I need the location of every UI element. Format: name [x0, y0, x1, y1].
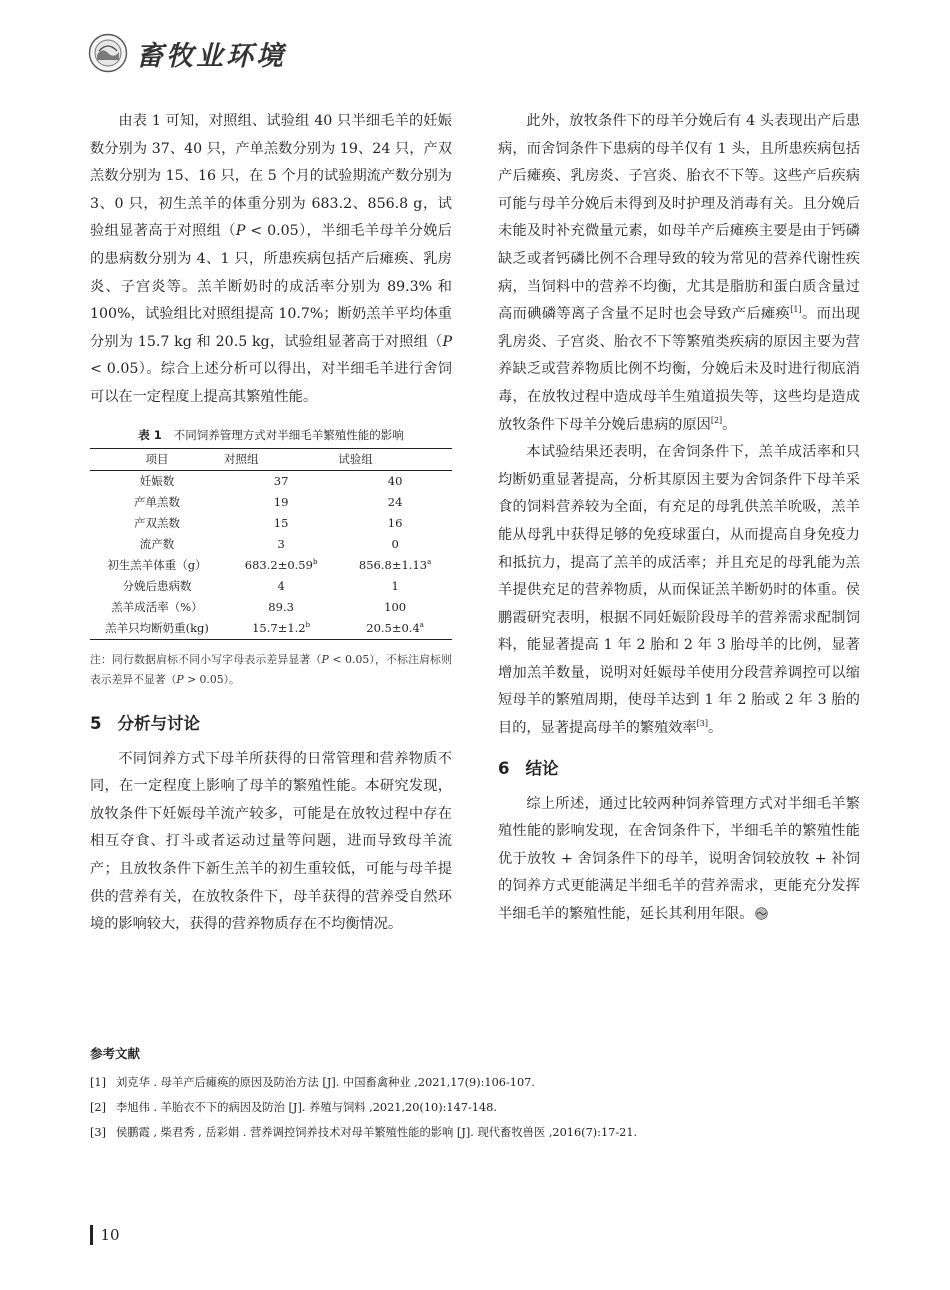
discussion-paragraph-1: 此外，放牧条件下的母羊分娩后有 4 头表现出产后患病，而舍饲条件下患病的母羊仅有 1 头，且所患疾病包括产后瘫痪、乳房炎、子宫炎、胎衣不下等。这些产后疾病可能与母羊分娩后未得到及时护理及消毒有关。且分娩后未能及时补充微量元素，如母羊产后瘫痪主要是由于钙磷缺乏或者钙磷比例不合理导致的较为常见的营养代谢性疾病，当饲料中的营养不均衡，尤其是脂肪和蛋白质含量过高而碘磷等离子含量不足时也会导致产后瘫痪[1]。而出现乳房炎、子宫炎、胎衣不下等繁殖类疾病的原因主要为营养缺乏或营养物质比例不均衡，分娩后未及时进行彻底消毒，在放牧过程中造成母羊生殖道损失等，这些均是造成放牧条件下母羊分娩后患病的原因[2]。	[498, 113, 860, 433]
reference-text: 侯鹏霞 , 柴君秀 , 岳彩娟 . 营养调控饲养技术对母羊繁殖性能的影响 [J]. 现代畜牧兽医 ,2016(7):17-21.	[116, 1126, 638, 1139]
conclusion-text: 综上所述，通过比较两种饲养管理方式对半细毛羊繁殖性能的影响发现，在舍饲条件下，半细毛羊的繁殖性能优于放牧 + 舍饲条件下的母羊，说明舍饲较放牧 + 补饲的饲养方式更能满足半细毛羊的营养需求，更能充分发挥半细毛羊的繁殖性能，延长其利用年限。	[498, 795, 860, 923]
section-number: 5	[90, 713, 102, 733]
table-cell: 分娩后患病数	[122, 578, 192, 593]
table-cell: 40	[387, 473, 403, 488]
footer-bar	[90, 1225, 93, 1245]
section-6-heading	[498, 757, 860, 781]
data-table	[90, 448, 452, 640]
table-cell: 羔羊只均断奶重(kg)	[90, 618, 224, 640]
section-title: 分析与讨论	[117, 713, 200, 733]
reference-text: 刘克华 . 母羊产后瘫痪的原因及防治方法 [J]. 中国畜禽种业 ,2021,17(9):106-107.	[116, 1076, 535, 1089]
table-cell: 856.8±1.13$^a$	[358, 557, 432, 572]
table-cell: 0	[391, 536, 399, 551]
right-column	[498, 108, 860, 929]
page-number: 10	[100, 1226, 120, 1244]
table-row	[90, 555, 452, 576]
section-title: 结论	[525, 758, 559, 778]
left-column	[90, 108, 452, 939]
table-cell: 3	[277, 536, 285, 551]
table-header-row	[90, 448, 452, 470]
reference-index: [1]	[90, 1076, 107, 1089]
table-cell: 1	[391, 578, 399, 593]
table-cell: 流产数	[139, 536, 175, 551]
section-number: 6	[498, 758, 510, 778]
table-label: 表 1	[138, 427, 162, 442]
table-cell: 妊娠数	[139, 473, 175, 488]
reference-item	[90, 1095, 860, 1120]
table-cell: 16	[387, 515, 403, 530]
table-cell: 89.3	[268, 599, 294, 614]
table-cell: 683.2±0.59$^b$	[244, 557, 318, 572]
references-list	[90, 1070, 860, 1145]
table-row	[90, 492, 452, 513]
discussion-paragraph-2: 本试验结果还表明，在舍饲条件下，羔羊成活率和只均断奶重显著提高，分析其原因主要为舍饲条件下母羊采食的饲料营养较为全面，有充足的母乳供羔羊吮吸，羔羊能从母乳中获得足够的免疫球蛋白，从而提高自身免疫力和抵抗力，提高了羔羊的成活率；并且充足的母乳能为羔羊提供充足的营养物质，从而保证羔羊断奶时的体重。侯鹏霞研究表明，根据不同妊娠阶段母羊的营养需求配制饲料，能显著提高 1 年 2 胎和 2 年 3 胎母羊的比例，显著增加羔羊数量，说明对妊娠母羊使用分段营养调控可以缩短母羊的繁殖周期，使母羊达到 1 年 2 胎或 2 年 3 胎的目的，显著提高母羊的繁殖效率[3]。	[498, 444, 860, 737]
table-header-cell: 试验组	[338, 448, 452, 470]
table-cell: 100	[384, 599, 407, 614]
table-row	[90, 534, 452, 555]
page-header	[88, 33, 286, 73]
journal-logo-icon	[88, 33, 128, 73]
table-row	[90, 597, 452, 618]
table-header-cell: 项目	[90, 448, 224, 470]
table-title: 不同饲养管理方式对半细毛羊繁殖性能的影响	[173, 427, 404, 442]
table-cell: 24	[387, 494, 403, 509]
table-row	[90, 470, 452, 492]
table-cell: 37	[273, 473, 289, 488]
table-caption	[90, 426, 452, 444]
page-footer	[90, 1224, 120, 1246]
reference-item	[90, 1120, 860, 1145]
table-cell: 初生羔羊体重（g）	[107, 557, 207, 572]
references-title: 参考文献	[90, 1046, 141, 1061]
table-1	[90, 426, 452, 690]
table-cell: 羔羊成活率（%）	[111, 599, 203, 614]
analysis-paragraph: 不同饲养方式下母羊所获得的日常管理和营养物质不同，在一定程度上影响了母羊的繁殖性能。本研究发现，放牧条件下妊娠母羊流产较多，可能是在放牧过程中存在相互夺食、打斗或者运动过量等问题，进而导致母羊流产；且放牧条件下新生羔羊的初生重较低，可能与母羊提供的营养有关，在放牧条件下，母羊获得的营养受自然环境的影响较大，获得的营养物质存在不均衡情况。	[90, 750, 452, 933]
table-cell: 产单羔数	[134, 494, 180, 509]
table-cell: 4	[277, 578, 285, 593]
table-note: 注：同行数据肩标不同小写字母表示差异显著（P < 0.05），不标注肩标则表示差异不显著（P > 0.05）。	[90, 652, 453, 686]
conclusion-paragraph	[498, 791, 860, 929]
table-row	[90, 513, 452, 534]
reference-text: 李旭伟 . 羊胎衣不下的病因及防治 [J]. 养殖与饲料 ,2021,20(10):147-148.	[116, 1101, 497, 1114]
table-row	[90, 576, 452, 597]
reference-index: [3]	[90, 1126, 107, 1139]
references-section	[90, 1044, 860, 1145]
table-row	[90, 618, 452, 640]
table-header-cell: 对照组	[224, 448, 338, 470]
journal-title: 畜牧业环境	[136, 40, 286, 72]
reference-item	[90, 1070, 860, 1095]
table-cell: 19	[273, 494, 289, 509]
reference-index: [2]	[90, 1101, 107, 1114]
section-5-heading	[90, 712, 452, 736]
results-paragraph: 由表 1 可知，对照组、试验组 40 只半细毛羊的妊娠数分别为 37、40 只，产单羔数分别为 19、24 只，产双羔数分别为 15、16 只，在 5 个月的试验期流产数分别为 3、0 只，初生羔羊的体重分别为 683.2、856.8 g，试验组显著高于对照组（P < 0.05），半细毛羊母羊分娩后的患病数分别为 4、1 只，所患疾病包括产后瘫痪、乳房炎、子宫炎等。羔羊断奶时的成活率分别为 89.3% 和 100%，试验组比对照组提高 10.7%；断奶羔羊平均体重分别为 15.7 kg 和 20.5 kg，试验组显著高于对照组（P < 0.05）。综合上述分析可以得出，对半细毛羊进行舍饲可以在一定程度上提高其繁殖性能。	[90, 113, 452, 405]
end-mark-icon	[755, 907, 768, 920]
table-cell: 20.5±0.4$^a$	[338, 618, 452, 640]
table-cell: 15.7±1.2$^b$	[224, 618, 338, 640]
table-cell: 15	[273, 515, 289, 530]
table-cell: 产双羔数	[134, 515, 180, 530]
